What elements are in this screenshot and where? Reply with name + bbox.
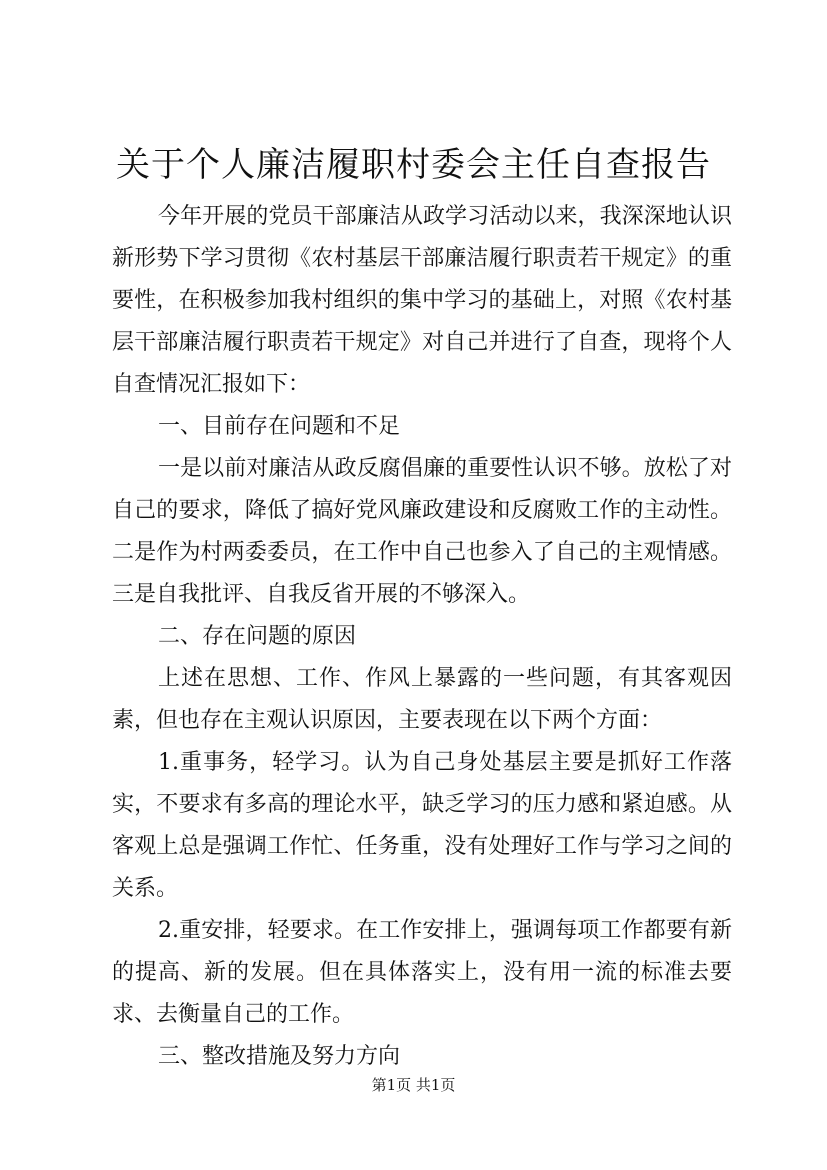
page-footer: 第1页 共1页 [371, 1076, 456, 1094]
paragraph-problems: 一是以前对廉洁从政反腐倡廉的重要性认识不够。放松了对自己的要求，降低了搞好党风廉政建设和反腐败工作的主动性。二是作为村两委委员，在工作中自己也参入了自己的主观情感。三是自我批评、自我反省开展的不够深入。 [112, 456, 732, 607]
document-title: 关于个人廉洁履职村委会主任自查报告 [116, 145, 711, 185]
document-body [112, 196, 732, 1078]
section-heading-2: 二、存在问题的原因 [158, 624, 357, 649]
paragraph-cause-2: 2.重安排，轻要求。在工作安排上，强调每项工作都要有新的提高、新的发展。但在具体落实上，没有用一流的标准去要求、去衡量自己的工作。 [112, 918, 732, 1027]
paragraph-intro: 今年开展的党员干部廉洁从政学习活动以来，我深深地认识新形势下学习贯彻《农村基层干部廉洁履行职责若干规定》的重要性，在积极参加我村组织的集中学习的基础上，对照《农村基层干部廉洁履行职责若干规定》对自己并进行了自查，现将个人自查情况汇报如下： [112, 204, 732, 397]
section-heading-1: 一、目前存在问题和不足 [158, 414, 401, 439]
section-heading-3: 三、整改措施及努力方向 [158, 1044, 401, 1069]
paragraph-cause-1: 1.重事务，轻学习。认为自己身处基层主要是抓好工作落实，不要求有多高的理论水平，缺乏学习的压力感和紧迫感。从客观上总是强调工作忙、任务重，没有处理好工作与学习之间的关系。 [112, 750, 732, 901]
paragraph-causes: 上述在思想、工作、作风上暴露的一些问题，有其客观因素，但也存在主观认识原因，主要表现在以下两个方面： [112, 666, 732, 733]
